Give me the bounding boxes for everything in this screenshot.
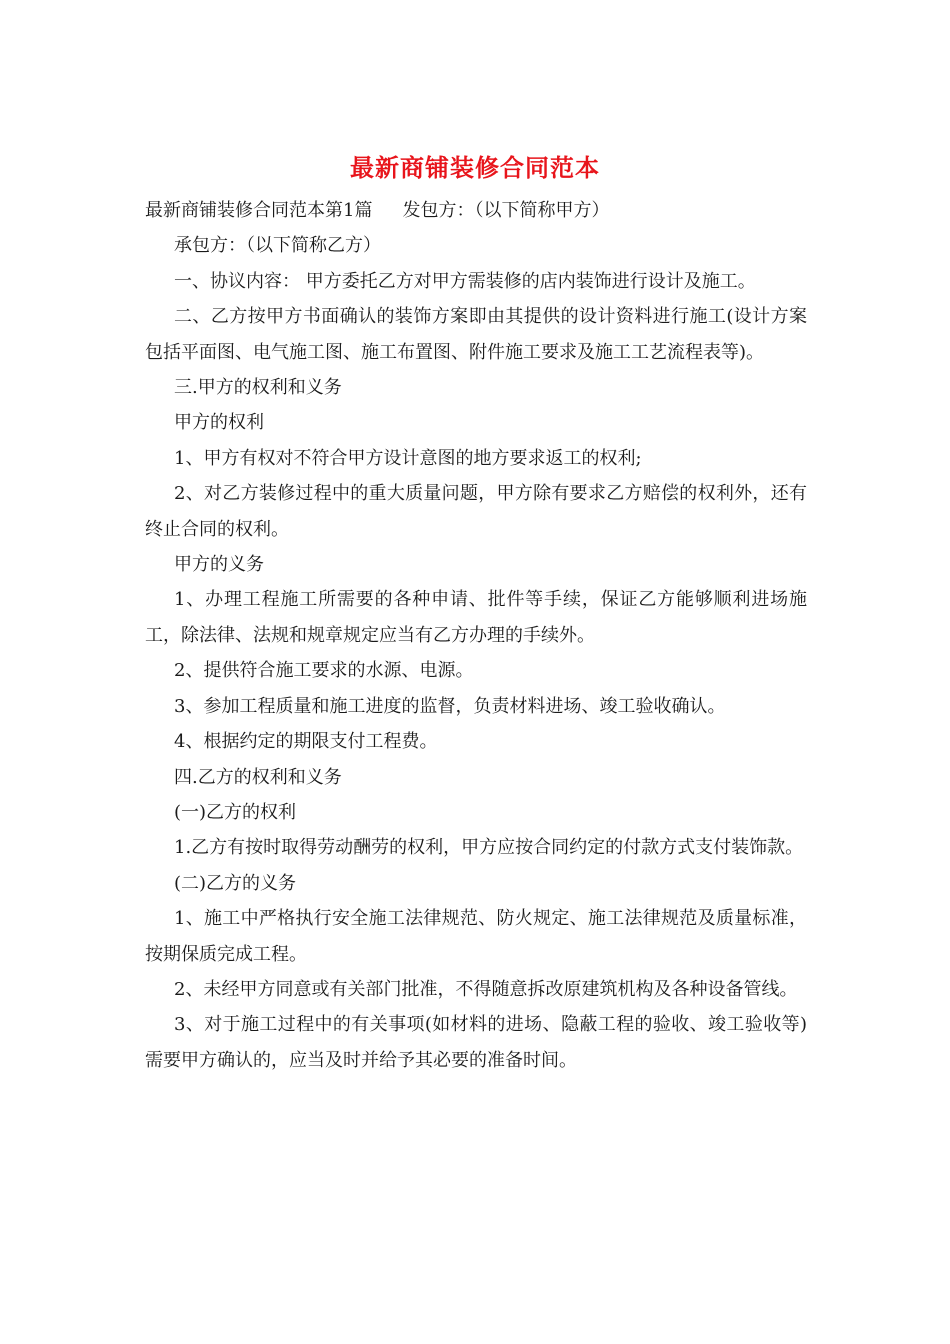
document-body — [145, 193, 807, 1078]
paragraph: 1.乙方有按时取得劳动酬劳的权利，甲方应按合同约定的付款方式支付装饰款。 — [174, 837, 804, 859]
section-heading: 四.乙方的权利和义务 — [174, 766, 342, 788]
paragraph: 一、协议内容： 甲方委托乙方对甲方需装修的店内装饰进行设计及施工。 — [174, 270, 756, 292]
paragraph: 2、对乙方装修过程中的重大质量问题，甲方除有要求乙方赔偿的权利外，还有终止合同的权利。 — [145, 483, 807, 540]
paragraph: 3、参加工程质量和施工进度的监督，负责材料进场、竣工验收确认。 — [174, 695, 726, 717]
paragraph: 1、甲方有权对不符合甲方设计意图的地方要求返工的权利; — [174, 447, 642, 469]
subsection-heading: (二)乙方的义务 — [174, 872, 297, 894]
paragraph: 1、办理工程施工所需要的各种申请、批件等手续，保证乙方能够顺利进场施工，除法律、法规和规章规定应当有乙方办理的手续外。 — [145, 589, 807, 646]
subsection-heading: (一)乙方的权利 — [174, 801, 297, 823]
intro-paragraph — [145, 193, 807, 228]
paragraph: 1、施工中严格执行安全施工法律规范、防火规定、施工法律规范及质量标准，按期保质完成工程。 — [145, 908, 807, 965]
paragraph: 3、对于施工过程中的有关事项(如材料的进场、隐蔽工程的验收、竣工验收等)需要甲方确认的，应当及时并给予其必要的准备时间。 — [145, 1014, 807, 1071]
document-title: 最新商铺装修合同范本 — [350, 154, 600, 182]
paragraph: 2、提供符合施工要求的水源、电源。 — [174, 660, 474, 682]
paragraph: 二、乙方按甲方书面确认的装饰方案即由其提供的设计资料进行施工(设计方案包括平面图、电气施工图、施工布置图、附件施工要求及施工工艺流程表等)。 — [145, 306, 807, 363]
intro-part-a: 最新商铺装修合同范本第1篇 — [145, 200, 373, 221]
paragraph: 2、未经甲方同意或有关部门批准，不得随意拆改原建筑机构及各种设备管线。 — [174, 978, 798, 1000]
paragraph: 4、根据约定的期限支付工程费。 — [174, 731, 438, 753]
subsection-heading: 甲方的权利 — [174, 412, 264, 434]
paragraph: 承包方：（以下简称乙方） — [174, 235, 381, 257]
section-heading: 三.甲方的权利和义务 — [174, 377, 342, 399]
subsection-heading: 甲方的义务 — [174, 554, 264, 576]
intro-part-b: 发包方：（以下简称甲方） — [402, 200, 610, 221]
